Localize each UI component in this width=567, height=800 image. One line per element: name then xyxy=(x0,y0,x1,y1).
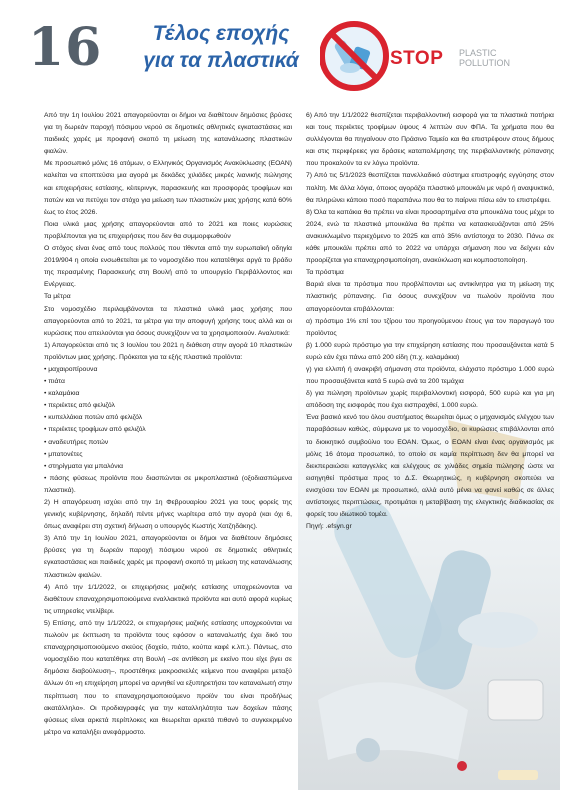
list-item: • μαχαιροπίρουνα xyxy=(44,365,98,373)
paragraph: 1) Απαγορεύεται από τις 3 Ιουλίου του 2021 η διάθεση στην αγορά 10 πλαστικών προϊόντων μιας χρήσης. Πρόκειται για τα εξής πλαστικά προϊόντα: xyxy=(44,341,292,361)
list-item: • πιάτα xyxy=(44,378,65,386)
paragraph: 8) Όλα τα καπάκια θα πρέπει να είναι προσαρτημένα στα μπουκάλια τους μέχρι το 2024, ενώ τα πλαστικά μπουκάλια θα πρέπει να κατασκευάζονται από 25% ανακυκλωμένο περιεχόμενο το 2025 και από 35% αντίστοιχα το 2030. Πάνω σε κάθε μπουκάλι πρέπει από το 2022 να υπάρχει σήμανση που να δείχνει εάν προορίζεται για επαναχρησιμοποίηση, ανακύκλωση και κομποστοποίηση. xyxy=(306,208,554,265)
paragraph: 7) Από τις 5/1/2023 θεσπίζεται πανελλαδικό σύστημα επιστροφής εγγύησης στον πολίτη. Με άλλα λόγια, όποιος αγοράζει πλαστικό μπουκάλι με νερό ή αναψυκτικό, θα πληρώνει κάποιο ποσό παραπάνω που θα το παίρνει πίσω εάν το επιστρέψει. xyxy=(306,172,554,204)
paragraph: β) 1.000 ευρώ πρόστιμο για την επιχείρηση εστίασης που προσαυξάνεται κατά 5 ευρώ εάν έχει πάνω από 200 είδη (π.χ. καλαμάκια) xyxy=(306,341,554,361)
paragraph: Από την 1η Ιουλίου 2021 απαγορεύονται οι δήμοι να διαθέτουν δημόσιες βρύσες για τη δωρεάν παροχή πόσιμου νερού σε δημοτικές αθλητικές εγκαταστάσεις και παιδικές χαρές με προφανή σκοπό τη μείωση της κατανάλωσης πλαστικών φιαλών. xyxy=(44,112,292,156)
paragraph: α) πρόστιμο 1% επί του τζίρου του προηγούμενου έτους για τον παραγωγό του προϊόντος xyxy=(306,317,554,337)
list-item: • στηρίγματα για μπαλόνια xyxy=(44,462,124,470)
list-item: • μπατονέτες xyxy=(44,450,83,458)
article-title-line-2: για τα πλαστικά xyxy=(143,49,299,72)
section-heading: Τα πρόστιμα xyxy=(306,269,344,277)
paragraph: 5) Επίσης, από την 1/1/2022, οι επιχειρήσεις μαζικής εστίασης υποχρεούνται να πωλούν με έκπτωση τα προϊόντα τους εφόσον ο καταναλωτής έχει δικό του επαναχρησιμοποιούμενο σκεύος (δοχείο, πιάτο, κούπα καφέ κ.λπ.). Πάντως, στο νομοσχέδιο που κατατέθηκε στη Βουλή –σε αντίθεση με εκείνο που είχε βγει σε δημόσια διαβούλευση–, προστέθηκε μακροσκελές κείμενο που αναφέρει μεταξύ άλλων ότι «η επιχείρηση μπορεί να αρνηθεί να εξυπηρετήσει τον καταναλωτή στην περίπτωση που το επαναχρησιμοποιούμενο προϊόν του είναι προδήλως ακατάλληλο». Οι προδιαγραφές για την καταλληλότητα των δοχείων πάσης φύσεως είναι αρκετά περίπλοκες και θεωρείται αρκετά πιθανό το συγκεκριμένο μέτρο να καταλήξει ανεφάρμοστο. xyxy=(44,619,292,736)
page-number: 16 xyxy=(28,17,103,78)
list-item: • αναδευτήρες ποτών xyxy=(44,438,109,446)
paragraph: Στο νομοσχέδιο περιλαμβάνονται τα πλαστικά υλικά μιας χρήσης που απαγορεύονται από το 2021, τα μέτρα για την αποφυγή χρήσης τους αλλά και οι κυρώσεις που απειλούνται για όσους συνεχίζουν να τα χρησιμοποιούν. Αναλυτικά: xyxy=(44,305,292,337)
list-item: • πάσης φύσεως προϊόντα που διασπώνται σε μικροπλαστικά (οξοδιασπώμενα πλαστικά). xyxy=(44,474,292,494)
section-heading: Τα μέτρα xyxy=(44,293,71,301)
paragraph: Βαριά είναι τα πρόστιμα που προβλέπονται ως αντικίνητρα για τη μείωση της πλαστικής ρύπανσης. Για όσους συνεχίζουν να πωλούν προϊόντα που απαγορεύονται επιβάλλονται: xyxy=(306,281,554,313)
list-item: • περιέκτες τροφίμων από φελιζόλ xyxy=(44,426,146,434)
paragraph: γ) για ελλιπή ή ανακριβή σήμανση στα προϊόντα, ελάχιστο πρόστιμο 1.000 ευρώ που προσαυξάνεται κατά 5 ευρώ ανά τα 200 τεμάχια xyxy=(306,365,554,386)
article-title-line-1: Τέλος εποχής xyxy=(152,22,290,45)
page-header xyxy=(0,0,567,100)
paragraph: Με προσωπικό μόλις 16 ατόμων, ο Ελληνικός Οργανισμός Ανακύκλωσης (ΕΟΑΝ) καλείται να εποπτεύσει μια αγορά με δεκάδες χιλιάδες μικρές λιανικής πώλησης και επιχειρήσεις εστίασης, κέιτερινγκ, παρασκευής και προσφοράς τροφίμων και ποτών και να πετύχει τον στόχο για μείωση των πλαστικών μιας χρήσης κατά 60% έως το έτος 2026. xyxy=(44,160,292,216)
article-title xyxy=(126,20,316,74)
paragraph: Ποια υλικά μιας χρήσης απαγορεύονται από το 2021 και ποιες κυρώσεις προβλέπονται για τις επιχειρήσεις που δεν θα συμμορφωθούν xyxy=(44,220,292,240)
paragraph: 3) Από την 1η Ιουλίου 2021, απαγορεύονται οι δήμοι να διαθέτουν δημόσιες βρύσες για τη δωρεάν παροχή πόσιμου νερού σε δημοτικές αθλητικές εγκαταστάσεις και παιδικές χαρές με προφανή σκοπό τη μείωση της κατανάλωσης πλαστικών φιαλών. xyxy=(44,535,292,579)
list-item: • περιέκτες από φελιζόλ xyxy=(44,402,115,410)
paragraph: Ο στόχος είναι ένας από τους πολλούς που τίθενται από την ευρωπαϊκή οδηγία 2019/904 η οποία ενσωθετείται με το νομοσχέδιο που κατατέθηκε αργά το βράδυ της περασμένης Παρασκευής στη Βουλή από το υπουργείο Περιβάλλοντος και Ενέργειας. xyxy=(44,245,292,289)
paragraph: 2) Η απαγόρευση ισχύει από την 1η Φεβρουαρίου 2021 για τους φορείς της γενικής κυβέρνησης, δηλαδή πέντε μήνες νωρίτερα από την αγορά (και όχι 6, όπως αναφέρει στη σχετική δήλωση ο υπουργός Κωστής Χατζηδάκης). xyxy=(44,499,292,531)
stop-subtitle xyxy=(459,48,510,68)
paragraph: Ένα βασικό κενό του όλου συστήματος θεωρείται όμως ο μηχανισμός ελέγχου των παραβάσεων καθώς, σύμφωνα με το νομοσχέδιο, οι κυρώσεις επιβάλλονται από το διοικητικό συμβούλιο του ΕΟΑΝ. Όμως, ο ΕΟΑΝ είναι ένας οργανισμός με μόλις 16 άτομα προσωπικό, το οποίο σε καμία περίπτωση δεν θα μπορεί να διεκπεραιώσει καταγγελίες και ελέγχους σε χιλιάδες σημεία πώλησης ώστε να εισηγηθεί πρόστιμα προς το Δ.Σ. Θεωρητικώς, η κυβέρνηση σκοπεύει να ενισχύσει τον ΕΟΑΝ με προσωπικό, αλλά αυτό μένει να φανεί καθώς σε άλλες αντίστοιχες περιπτώσεις, προτιμάται η μεταβίβαση της ελεγκτικής διαδικασίας σε φορείς του ιδιωτικού τομέα. xyxy=(306,414,554,519)
no-plastic-icon xyxy=(320,18,390,94)
paragraph: δ) για πώληση προϊόντων χωρίς περιβαλλοντική εισφορά, 500 ευρώ και για μη απόδοση της εισφοράς που έχει εισπραχθεί, 1.000 ευρώ. xyxy=(306,390,554,410)
list-item: • κυπελλάκια ποτών από φελιζόλ xyxy=(44,414,143,422)
source-credit: Πηγή: .efsyn.gr xyxy=(306,523,352,531)
stop-word: STOP xyxy=(390,48,444,69)
paragraph: 6) Από την 1/1/2022 θεσπίζεται περιβαλλοντική εισφορά για τα πλαστικά ποτήρια και τους περιέκτες τροφίμων ύψους 4 λεπτών συν ΦΠΑ. Τα χρήματα που θα συλλέγονται θα πηγαίνουν στο Πράσινο Ταμείο και θα επιστρέφουν στους δήμους και στις περιφέρειες για δράσεις καταπολέμησης της περιβαλλοντικής ρύπανσης που προκαλούν τα εν λόγω προϊόντα. xyxy=(306,112,554,168)
stop-subtitle-line-2: POLLUTION xyxy=(459,58,511,68)
paragraph: 4) Από την 1/1/2022, οι επιχειρήσεις μαζικής εστίασης υποχρεώνονται να διαθέτουν επαναχρησιμοποιούμενα εναλλακτικά προϊόντα και αυτό αφορά κυρίως τις υπηρεσίες ντελίβερι. xyxy=(44,583,292,615)
stop-subtitle-line-1: PLASTIC xyxy=(459,48,497,58)
list-item: • καλαμάκια xyxy=(44,390,80,398)
right-column xyxy=(306,110,554,533)
stop-plastic-pollution-logo xyxy=(316,18,556,98)
left-column xyxy=(44,110,292,739)
